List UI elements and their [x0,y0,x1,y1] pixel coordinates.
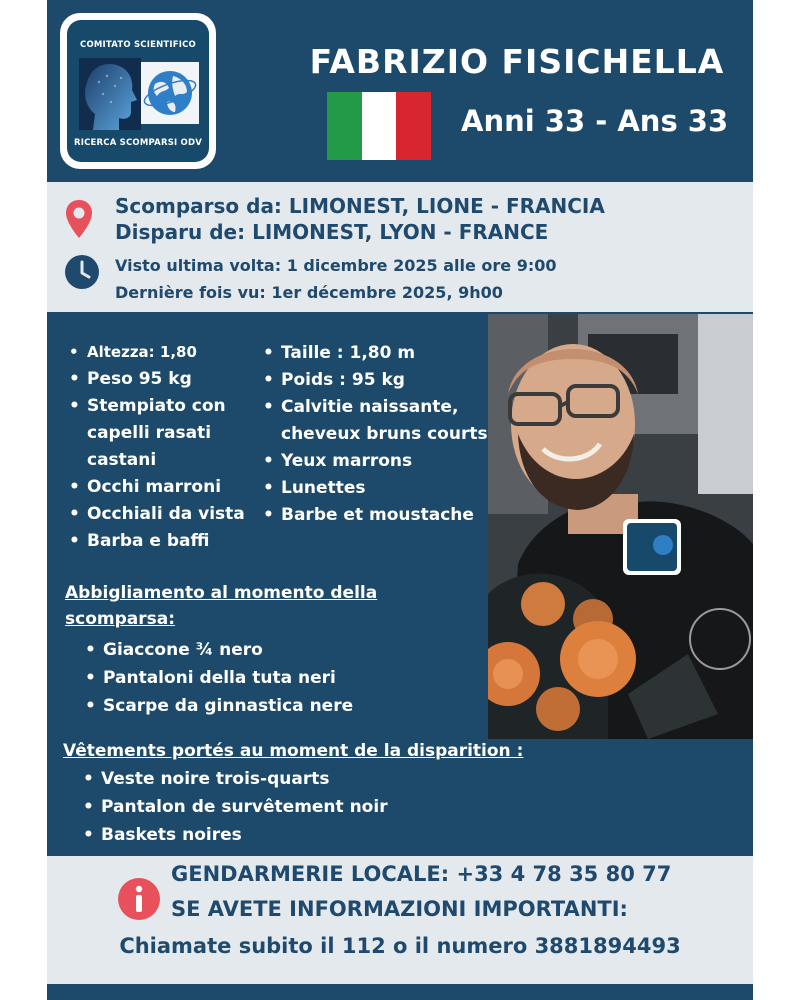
list-item: • Occhi marroni [65,474,263,501]
person-name: FABRIZIO FISICHELLA [309,42,725,81]
list-item: • Taille : 1,80 m [259,340,539,367]
clothing-list-fr [79,765,579,849]
info-icon [117,877,161,921]
person-age: Anni 33 - Ans 33 [461,104,729,138]
logo-badge [67,20,209,162]
gendarmerie-phone: GENDARMERIE LOCALE: +33 4 78 35 80 77 [171,862,672,886]
logo-bottom-text: RICERCA SCOMPARSI ODV [74,138,202,148]
list-item: • Pantaloni della tuta neri [81,664,481,692]
list-item: • Veste noire trois-quarts [79,765,579,793]
contact-section [47,856,753,984]
person-photo [488,314,753,739]
list-item: • Barba e baffi [65,528,263,555]
list-item: • Lunettes [259,475,539,502]
list-item: • Yeux marrons [259,448,539,475]
disappearance-place-fr: Disparu de: LIMONEST, LYON - FRANCE [115,220,549,244]
disappearance-place-it: Scomparso da: LIMONEST, LIONE - FRANCIA [115,194,605,218]
description-list-it [65,339,263,555]
flag-stripe-green [327,92,362,160]
list-item: • Poids : 95 kg [259,367,539,394]
list-item: • Altezza: 1,80 [65,339,263,366]
globe-icon [141,62,199,124]
organization-logo [60,13,216,169]
last-seen-it: Visto ultima volta: 1 dicembre 2025 alle ore 9:00 [115,256,557,275]
flag-stripe-white [362,92,397,160]
list-item: • Occhiali da vista [65,501,263,528]
info-request: SE AVETE INFORMAZIONI IMPORTANTI: [171,897,628,921]
clothing-list-it [81,636,481,720]
clock-icon [64,254,100,290]
list-item: • Calvitie naissante, cheveux bruns courts [259,394,539,448]
emergency-call: Chiamate subito il 112 o il numero 3881894493 [119,934,681,958]
flag-stripe-red [396,92,431,160]
last-seen-fr: Dernière fois vu: 1er décembre 2025, 9h00 [115,283,503,302]
location-pin-icon [65,199,93,239]
clothing-heading-fr: Vêtements portés au moment de la disparition : [63,741,524,761]
clothing-heading-it: Abbigliamento al momento della scomparsa: [65,583,378,629]
logo-top-text: COMITATO SCIENTIFICO [80,40,196,50]
missing-person-poster [47,0,753,1000]
list-item: • Stempiato con capelli rasati castani [65,393,263,474]
location-section [47,182,753,312]
italian-flag [327,92,431,160]
list-item: • Peso 95 kg [65,366,263,393]
head-profile-icon [79,58,141,130]
list-item: • Barbe et moustache [259,502,539,529]
list-item: • Pantalon de survêtement noir [79,793,579,821]
list-item: • Giaccone ¾ nero [81,636,481,664]
list-item: • Scarpe da ginnastica nere [81,692,481,720]
list-item: • Baskets noires [79,821,579,849]
